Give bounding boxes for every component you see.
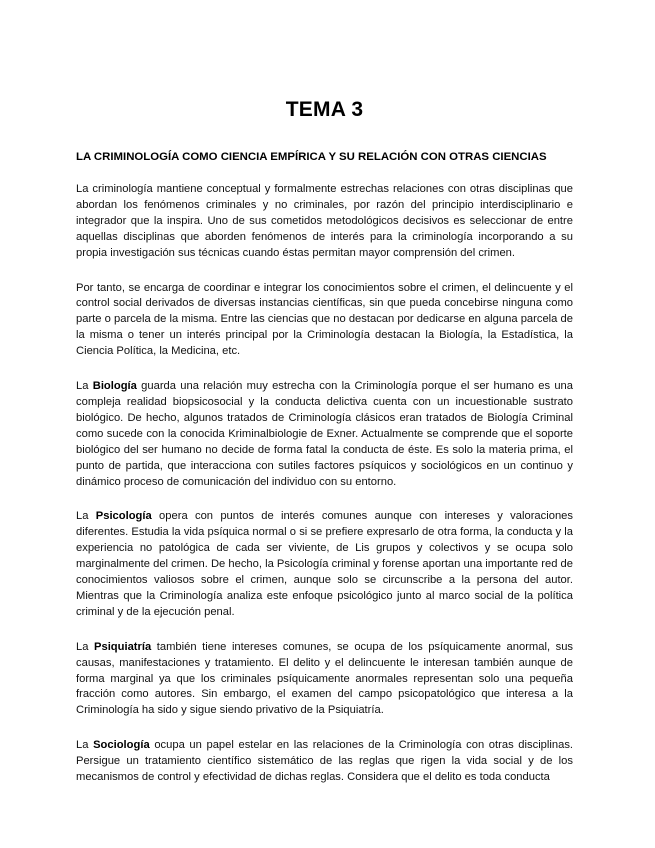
term-sociologia: Sociología <box>93 739 150 752</box>
paragraph-body: opera con puntos de interés comunes aunque con intereses y valoraciones diferentes. Estudia la vida psíquica normal o si se prefiere expresarlo de otra forma, la conducta y la experiencia no patológica de cada ser viviente, de Lis grupos y colectivos y se ocupa solo marginalmente del crimen. De hecho, la Psicología criminal y forense aportan una importante red de conocimientos valiosos sobre el crimen, aunque solo se circunscribe a la persona del autor. Mientras que la Criminología analiza este enfoque psicológico junto al marco social de la política criminal y de la ejecución penal. <box>76 510 573 618</box>
section-heading: LA CRIMINOLOGÍA COMO CIENCIA EMPÍRICA Y SU RELACIÓN CON OTRAS CIENCIAS <box>76 151 547 163</box>
paragraph-psicologia <box>76 509 573 620</box>
paragraph-prefix: La <box>76 380 89 393</box>
term-biologia: Biología <box>92 380 137 393</box>
paragraph-prefix: La <box>76 510 89 523</box>
page-title: TEMA 3 <box>285 98 364 121</box>
paragraph-intro: La criminología mantiene conceptual y formalmente estrechas relaciones con otras disciplinas que abordan los fenómenos criminales y no criminales, por razón del principio interdisciplinario e integrador que la inspira. Uno de sus cometidos metodológicos decisivos es seleccionar de entre aquellas disciplinas que aborden fenómenos de interés para la criminología incorporando a su propia investigación sus técnicas cuando éstas permitan mayor comprensión del crimen. <box>76 183 573 259</box>
paragraph-psiquiatria <box>76 640 573 720</box>
paragraph-prefix: La <box>76 739 89 752</box>
paragraph-coordination: Por tanto, se encarga de coordinar e integrar los conocimientos sobre el crimen, el delincuente y el control social derivados de diversas instancias científicas, sin que pueda concebirse ninguna como parte o parcela de la misma. Entre las ciencias que no destacan por dedicarse en alguna parcela de la misma o tener un interés principal por la Criminología destacan la Biología, la Estadística, la Ciencia Política, la Medicina, etc. <box>76 281 573 358</box>
paragraph-body: ocupa un papel estelar en las relaciones de la Criminología con otras disciplinas. Persigue un tratamiento científico sistemático de las reglas que rigen la vida social y de los mecanismos de control y efectividad de dichas reglas. Considera que el delito es toda conducta <box>76 739 574 784</box>
term-psiquiatria: Psiquiatría <box>94 640 152 653</box>
paragraph-body: también tiene intereses comunes, se ocupa de los psíquicamente anormal, sus causas, manifestaciones y tratamiento. El delito y el delincuente le interesan también aunque de forma marginal ya que los criminales psíquicamente anormales representan solo una pequeña fracción como autores. Sin embargo, el examen del campo psicopatológico que interesa a la Criminología ha sido y sigue siendo privativo de la Psiquiatría. <box>76 640 574 717</box>
term-psicologia: Psicología <box>95 510 152 523</box>
paragraph-body: guarda una relación muy estrecha con la Criminología porque el ser humano es una compleja realidad biopsicosocial y la conducta delictiva cuenta con un incuestionable sustrato biológico. De hecho, algunos tratados de Criminología clásicos eran tratados de Biología Criminal como sucede con la conocida Kriminalbiologie de Exner. Actualmente se comprende que el soporte biológico del ser humano no decide de forma fatal la conducta de éste. Es solo la materia prima, el punto de partida, que interacciona con sutiles factores psíquicos y sociológicos en un continuo y dinámico proceso de comunicación del individuo con su entorno. <box>76 380 574 488</box>
paragraph-biologia <box>76 379 573 490</box>
paragraph-sociologia <box>76 738 573 786</box>
paragraph-prefix: La <box>76 640 89 653</box>
